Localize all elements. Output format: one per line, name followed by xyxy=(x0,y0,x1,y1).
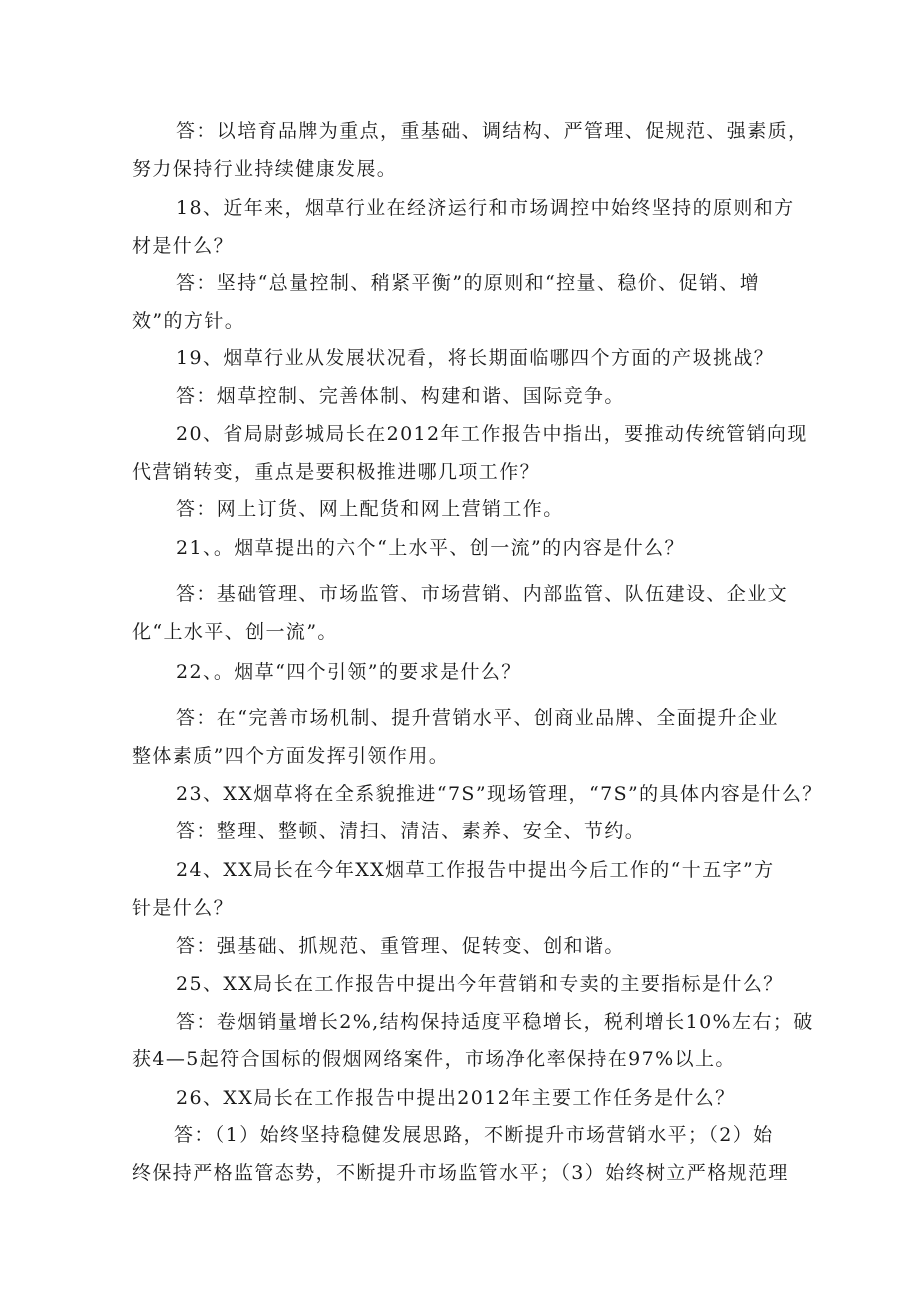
question-line: 22、。烟草“四个引领”的要求是什么？ xyxy=(176,661,522,683)
answer-line: 答：卷烟销量增长2%,结构保持适度平稳增长，税利增长10%左右；破 xyxy=(176,1011,814,1033)
question-line: 18、近年来，烟草行业在经济运行和市场调控中始终坚持的原则和方 xyxy=(176,197,795,219)
question-line: 针是什么？ xyxy=(132,897,235,919)
question-line: 材是什么？ xyxy=(132,235,235,257)
question-line: 21、。烟草提出的六个“上水平、创一流”的内容是什么？ xyxy=(176,537,685,559)
answer-line: 答：烟草控制、完善体制、构建和谐、国际竞争。 xyxy=(176,385,625,407)
answer-line: 答：在“完善市场机制、提升营销水平、创商业品牌、全面提升企业 xyxy=(176,707,779,729)
answer-line: 答：整理、整顿、清扫、清洁、素养、安全、节约。 xyxy=(176,820,646,842)
answer-line: 获4—5起符合国标的假烟网络案件，市场净化率保持在97%以上。 xyxy=(132,1048,736,1070)
answer-line: 答：坚持“总量控制、稍紧平衡”的原则和“控量、稳价、促销、增 xyxy=(176,272,761,294)
question-line: 25、XX局长在工作报告中提出今年营销和专卖的主要指标是什么？ xyxy=(176,973,784,995)
question-line: 23、XX烟草将在全系貌推进“7S”现场管理，“7S”的具体内容是什么？ xyxy=(176,783,823,805)
answer-line: 答：强基础、抓规范、重管理、促转变、创和谐。 xyxy=(176,935,625,957)
question-line: 19、烟草行业从发展状况看，将长期面临哪四个方面的产圾挑战？ xyxy=(176,347,775,369)
answer-line: 化“上水平、创一流”。 xyxy=(132,621,338,643)
answer-line: 整体素质”四个方面发挥引领作用。 xyxy=(132,745,450,767)
question-line: 24、XX局长在今年XX烟草工作报告中提出今后工作的“十五字”方 xyxy=(176,859,775,881)
answer-line: 终保持严格监管态势，不断提升市场监管水平；（3）始终树立严格规范理 xyxy=(132,1162,789,1184)
answer-line: 答：基础管理、市场监管、市场营销、内部监管、队伍建设、企业文 xyxy=(176,583,789,605)
answer-line: 答：以培育品牌为重点，重基础、调结构、严管理、促规范、强素质， xyxy=(176,120,809,142)
answer-line: 努力保持行业持续健康发展。 xyxy=(132,158,398,180)
answer-line: 答：（1）始终坚持稳健发展思路，不断提升市场营销水平；（2）始 xyxy=(174,1124,774,1146)
answer-line: 答：网上订货、网上配货和网上营销工作。 xyxy=(176,498,564,520)
question-line: 代营销转变，重点是要积极推进哪几项工作？ xyxy=(132,461,541,483)
question-line: 20、省局尉彭城局长在2012年工作报告中指出，要推动传统管销向现 xyxy=(176,423,808,445)
answer-line: 效”的方针。 xyxy=(132,310,246,332)
question-line: 26、XX局长在工作报告中提出2012年主要工作任务是什么？ xyxy=(176,1087,736,1109)
